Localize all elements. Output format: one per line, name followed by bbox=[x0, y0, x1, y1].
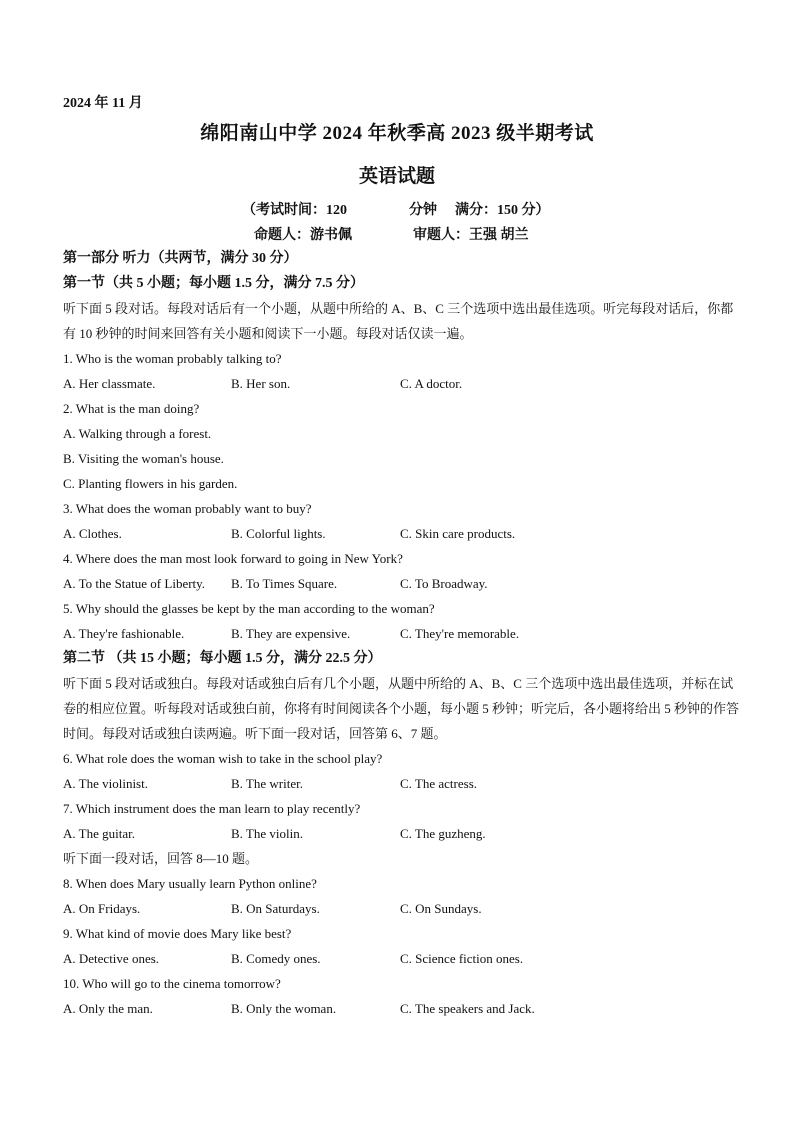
section-2-heading: 第二节 （共 15 小题；每小题 1.5 分，满分 22.5 分） bbox=[63, 651, 382, 666]
option-a: A. They're fashionable. bbox=[63, 626, 185, 641]
part-1-heading: 第一部分 听力（共两节，满分 30 分） bbox=[63, 251, 298, 266]
question-setter: 命题人：游书佩 bbox=[254, 228, 352, 243]
option-b: B. Colorful lights. bbox=[231, 526, 326, 541]
question-options bbox=[63, 946, 739, 971]
option-c: C. The actress. bbox=[400, 776, 478, 791]
question-stem: 3. What does the woman probably want to buy? bbox=[63, 501, 312, 516]
exam-date: 2024 年 11 月 bbox=[63, 96, 143, 111]
option-c: C. A doctor. bbox=[400, 376, 463, 391]
option-a: A. To the Statue of Liberty. bbox=[63, 576, 206, 591]
question-options bbox=[63, 996, 739, 1021]
question-stem: 10. Who will go to the cinema tomorrow? bbox=[63, 976, 281, 991]
option-c: C. On Sundays. bbox=[400, 901, 482, 916]
option-c: C. Skin care products. bbox=[400, 526, 516, 541]
option-a: A. Her classmate. bbox=[63, 376, 156, 391]
option-b: B. The violin. bbox=[231, 826, 303, 841]
option-b: B. They are expensive. bbox=[231, 626, 351, 641]
exam-title: 绵阳南山中学 2024 年秋季高 2023 级半期考试 bbox=[200, 123, 594, 144]
option-b: B. Comedy ones. bbox=[231, 951, 321, 966]
option-a: A. The violinist. bbox=[63, 776, 148, 791]
option-b: B. Visiting the woman's house. bbox=[63, 451, 224, 466]
listening-instruction: 听下面一段对话，回答 8—10 题。 bbox=[63, 851, 259, 866]
question-options bbox=[63, 821, 739, 846]
exam-subject: 英语试题 bbox=[358, 166, 435, 187]
question-options bbox=[63, 571, 739, 596]
option-a: A. On Fridays. bbox=[63, 901, 141, 916]
option-a: A. Only the man. bbox=[63, 1001, 153, 1016]
question-stem: 5. Why should the glasses be kept by the man according to the woman? bbox=[63, 601, 435, 616]
option-c: C. The guzheng. bbox=[400, 826, 486, 841]
option-b: B. Only the woman. bbox=[231, 1001, 337, 1016]
section-1-instructions: 听下面 5 段对话。每段对话后有一个小题，从题中所给的 A、B、C 三个选项中选出最佳选项。听完每段对话后，你都有 10 秒钟的时间来回答有关小题和阅读下一小题。每段对话仅读一遍。 bbox=[63, 301, 734, 341]
option-b: B. On Saturdays. bbox=[231, 901, 320, 916]
exam-time-unit: 分钟 bbox=[409, 203, 437, 218]
option-a: A. Clothes. bbox=[63, 526, 122, 541]
option-c: C. They're memorable. bbox=[400, 626, 520, 641]
option-b: B. The writer. bbox=[231, 776, 303, 791]
exam-content bbox=[63, 246, 739, 1021]
section-2-instructions: 听下面 5 段对话或独白。每段对话或独白后有几个小题，从题中所给的 A、B、C 三个选项中选出最佳选项，并标在试卷的相应位置。听每段对话或独白前，你将有时间阅读各个小题，每小题 5 秒钟；听完后，各小题将给出 5 秒钟的作答时间。每段对话或独白读两遍。听下面一段对话，回答第 6、7 题。 bbox=[63, 676, 740, 741]
option-c: C. The speakers and Jack. bbox=[400, 1001, 535, 1016]
option-a: A. The guitar. bbox=[63, 826, 135, 841]
question-reviewer: 审题人：王强 胡兰 bbox=[413, 228, 529, 243]
option-c: C. Science fiction ones. bbox=[400, 951, 524, 966]
question-options bbox=[63, 896, 739, 921]
question-options bbox=[63, 771, 739, 796]
section-1-heading: 第一节（共 5 小题；每小题 1.5 分，满分 7.5 分） bbox=[63, 276, 364, 291]
question-stem: 2. What is the man doing? bbox=[63, 401, 200, 416]
option-b: B. Her son. bbox=[231, 376, 291, 391]
question-stem: 7. Which instrument does the man learn to play recently? bbox=[63, 801, 361, 816]
question-stem: 9. What kind of movie does Mary like best? bbox=[63, 926, 292, 941]
option-a: A. Walking through a forest. bbox=[63, 426, 212, 441]
exam-time: （考试时间：120 bbox=[242, 203, 347, 218]
question-stem: 1. Who is the woman probably talking to? bbox=[63, 351, 282, 366]
question-stem: 6. What role does the woman wish to take in the school play? bbox=[63, 751, 383, 766]
option-a: A. Detective ones. bbox=[63, 951, 160, 966]
question-options bbox=[63, 521, 739, 546]
question-options bbox=[63, 621, 739, 646]
option-b: B. To Times Square. bbox=[231, 576, 338, 591]
question-stem: 4. Where does the man most look forward to going in New York? bbox=[63, 551, 403, 566]
option-c: C. To Broadway. bbox=[400, 576, 488, 591]
question-options bbox=[63, 371, 739, 396]
question-stem: 8. When does Mary usually learn Python online? bbox=[63, 876, 317, 891]
full-score: 满分：150 分） bbox=[455, 203, 550, 218]
option-c: C. Planting flowers in his garden. bbox=[63, 476, 238, 491]
